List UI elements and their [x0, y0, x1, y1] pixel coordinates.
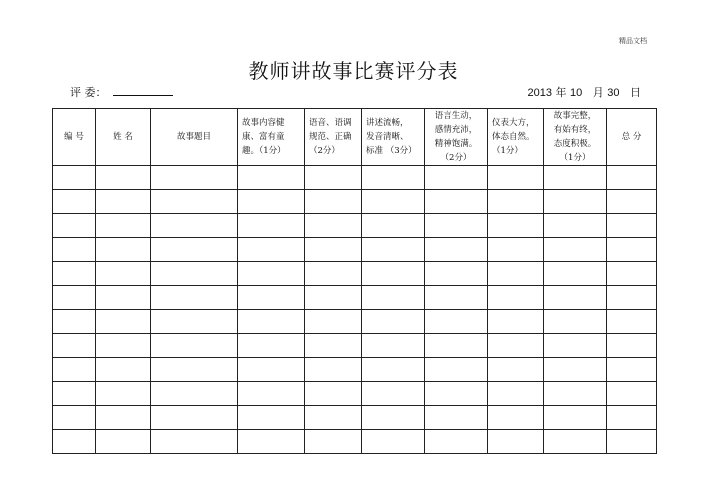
table-cell[interactable]: [488, 310, 544, 334]
table-cell[interactable]: [362, 214, 425, 238]
table-cell[interactable]: [151, 334, 238, 358]
table-cell[interactable]: [53, 190, 96, 214]
table-cell[interactable]: [607, 262, 657, 286]
table-cell[interactable]: [488, 166, 544, 190]
table-cell[interactable]: [238, 190, 305, 214]
table-cell[interactable]: [96, 286, 151, 310]
header-name: 姓 名: [96, 109, 151, 166]
table-cell[interactable]: [53, 286, 96, 310]
header-completeness: 故事完整， 有始有终， 态度积极。 （1分）: [544, 109, 607, 166]
table-cell[interactable]: [53, 166, 96, 190]
table-cell[interactable]: [53, 214, 96, 238]
table-cell[interactable]: [96, 382, 151, 406]
table-row: [53, 382, 657, 406]
table-cell[interactable]: [425, 190, 488, 214]
table-cell[interactable]: [238, 214, 305, 238]
table-cell[interactable]: [151, 238, 238, 262]
table-cell[interactable]: [362, 310, 425, 334]
table-cell[interactable]: [607, 406, 657, 430]
table-cell[interactable]: [425, 358, 488, 382]
table-cell[interactable]: [362, 334, 425, 358]
header-number: 编 号: [53, 109, 96, 166]
table-cell[interactable]: [151, 406, 238, 430]
header-story-title: 故事题目: [151, 109, 238, 166]
table-cell[interactable]: [305, 430, 362, 454]
table-cell[interactable]: [362, 166, 425, 190]
table-cell[interactable]: [305, 262, 362, 286]
table-cell[interactable]: [53, 238, 96, 262]
table-cell[interactable]: [238, 382, 305, 406]
table-cell[interactable]: [53, 334, 96, 358]
table-cell[interactable]: [96, 214, 151, 238]
score-table-body: [53, 166, 657, 454]
table-cell[interactable]: [607, 214, 657, 238]
header-appearance: 仪表大方， 体态自然。 （1分）: [488, 109, 544, 166]
table-row: [53, 214, 657, 238]
table-cell[interactable]: [151, 262, 238, 286]
table-cell[interactable]: [305, 166, 362, 190]
table-cell[interactable]: [544, 262, 607, 286]
table-cell[interactable]: [544, 238, 607, 262]
header-total: 总 分: [607, 109, 657, 166]
table-cell[interactable]: [425, 382, 488, 406]
table-cell[interactable]: [96, 262, 151, 286]
table-cell[interactable]: [305, 406, 362, 430]
table-cell[interactable]: [53, 430, 96, 454]
table-cell[interactable]: [151, 382, 238, 406]
table-cell[interactable]: [488, 358, 544, 382]
table-cell[interactable]: [425, 214, 488, 238]
table-cell[interactable]: [544, 430, 607, 454]
page-title: 教师讲故事比赛评分表: [248, 59, 459, 83]
table-cell[interactable]: [305, 310, 362, 334]
table-cell[interactable]: [607, 238, 657, 262]
table-cell[interactable]: [488, 214, 544, 238]
table-cell[interactable]: [305, 334, 362, 358]
table-cell[interactable]: [544, 382, 607, 406]
judge-blank[interactable]: [113, 85, 173, 96]
table-cell[interactable]: [238, 358, 305, 382]
table-row: [53, 238, 657, 262]
table-cell[interactable]: [607, 310, 657, 334]
corner-note: 精品文档: [619, 37, 647, 45]
table-cell[interactable]: [53, 310, 96, 334]
table-cell[interactable]: [607, 334, 657, 358]
date-day: 30: [607, 87, 620, 99]
table-cell[interactable]: [53, 406, 96, 430]
date-line: [528, 84, 641, 100]
table-cell[interactable]: [607, 286, 657, 310]
table-cell[interactable]: [151, 430, 238, 454]
table-cell[interactable]: [607, 430, 657, 454]
table-cell[interactable]: [488, 430, 544, 454]
date-year-unit: 年: [555, 86, 567, 99]
table-row: [53, 406, 657, 430]
score-table: [52, 108, 657, 454]
table-cell[interactable]: [362, 190, 425, 214]
header-expression: 语言生动， 感情充沛， 精神饱满。 （2分）: [425, 109, 488, 166]
table-cell[interactable]: [151, 190, 238, 214]
table-cell[interactable]: [425, 430, 488, 454]
table-cell[interactable]: [488, 334, 544, 358]
table-cell[interactable]: [425, 406, 488, 430]
table-cell[interactable]: [607, 382, 657, 406]
table-cell[interactable]: [238, 430, 305, 454]
table-cell[interactable]: [544, 190, 607, 214]
table-cell[interactable]: [151, 214, 238, 238]
header-row: [53, 109, 657, 166]
table-cell[interactable]: [607, 190, 657, 214]
table-cell[interactable]: [544, 166, 607, 190]
table-cell[interactable]: [96, 238, 151, 262]
table-cell[interactable]: [544, 310, 607, 334]
table-cell[interactable]: [53, 262, 96, 286]
table-row: [53, 334, 657, 358]
table-cell[interactable]: [151, 358, 238, 382]
table-cell[interactable]: [607, 358, 657, 382]
table-cell[interactable]: [544, 214, 607, 238]
table-cell[interactable]: [96, 358, 151, 382]
table-cell[interactable]: [544, 286, 607, 310]
table-cell[interactable]: [425, 310, 488, 334]
date-day-unit: 日: [630, 86, 641, 99]
table-cell[interactable]: [362, 286, 425, 310]
judge-field: [70, 84, 173, 100]
table-cell[interactable]: [238, 310, 305, 334]
table-cell[interactable]: [53, 358, 96, 382]
table-cell[interactable]: [305, 358, 362, 382]
table-row: [53, 310, 657, 334]
header-fluency: 讲述流畅， 发音清晰、 标准 （3分）: [362, 109, 425, 166]
table-cell[interactable]: [362, 382, 425, 406]
table-cell[interactable]: [238, 166, 305, 190]
table-cell[interactable]: [151, 286, 238, 310]
table-cell[interactable]: [238, 238, 305, 262]
table-cell[interactable]: [238, 286, 305, 310]
table-cell[interactable]: [607, 166, 657, 190]
table-cell[interactable]: [488, 238, 544, 262]
header-pronunciation: 语音、语调 规范、正确 （2分）: [305, 109, 362, 166]
table-row: [53, 262, 657, 286]
table-row: [53, 430, 657, 454]
table-cell[interactable]: [362, 238, 425, 262]
table-cell[interactable]: [488, 190, 544, 214]
table-row: [53, 286, 657, 310]
table-row: [53, 166, 657, 190]
table-cell[interactable]: [96, 406, 151, 430]
table-cell[interactable]: [53, 382, 96, 406]
header-content: 故事内容健 康、富有童 趣。（1分）: [238, 109, 305, 166]
table-cell[interactable]: [305, 238, 362, 262]
table-cell[interactable]: [425, 166, 488, 190]
table-cell[interactable]: [305, 286, 362, 310]
table-cell[interactable]: [425, 286, 488, 310]
table-cell[interactable]: [96, 430, 151, 454]
table-cell[interactable]: [544, 334, 607, 358]
table-cell[interactable]: [425, 238, 488, 262]
table-cell[interactable]: [151, 310, 238, 334]
table-cell[interactable]: [544, 406, 607, 430]
table-row: [53, 358, 657, 382]
table-row: [53, 190, 657, 214]
table-cell[interactable]: [362, 358, 425, 382]
table-cell[interactable]: [96, 334, 151, 358]
table-cell[interactable]: [362, 430, 425, 454]
table-cell[interactable]: [305, 382, 362, 406]
table-cell[interactable]: [544, 358, 607, 382]
table-cell[interactable]: [96, 190, 151, 214]
table-cell[interactable]: [362, 262, 425, 286]
table-cell[interactable]: [488, 382, 544, 406]
table-cell[interactable]: [488, 286, 544, 310]
table-cell[interactable]: [151, 166, 238, 190]
table-cell[interactable]: [238, 334, 305, 358]
table-cell[interactable]: [96, 166, 151, 190]
table-cell[interactable]: [305, 190, 362, 214]
table-cell[interactable]: [488, 406, 544, 430]
table-cell[interactable]: [305, 214, 362, 238]
table-cell[interactable]: [425, 262, 488, 286]
table-cell[interactable]: [488, 262, 544, 286]
table-cell[interactable]: [238, 406, 305, 430]
table-cell[interactable]: [238, 262, 305, 286]
judge-label: 评 委：: [70, 86, 107, 99]
date-month-unit: 月: [592, 86, 604, 99]
date-year: 2013: [527, 87, 552, 99]
date-month: 10: [570, 87, 583, 99]
table-cell[interactable]: [425, 334, 488, 358]
table-cell[interactable]: [96, 310, 151, 334]
table-cell[interactable]: [362, 406, 425, 430]
